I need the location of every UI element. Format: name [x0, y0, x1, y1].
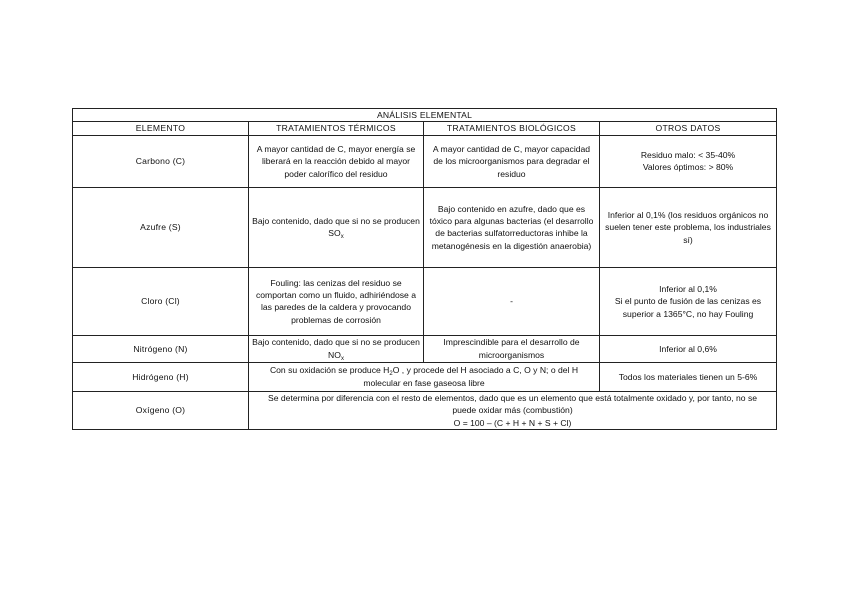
cell-hidrogeno-tratamientos: [249, 362, 600, 391]
cell-azufre-biologicos: Bajo contenido en azufre, dado que es tóxico para algunas bacterias (el desarrollo de bacterias sulfatorreductoras inhibe la metanogénesis en la digestión anaerobia): [424, 187, 600, 267]
cell-azufre-otros: Inferior al 0,1% (los residuos orgánicos no suelen tener este problema, los industriales sí): [600, 187, 777, 267]
cloro-otros-line-2: Si el punto de fusión de las cenizas es superior a 1365°C, no hay Fouling: [614, 296, 762, 319]
cell-cloro-termicos: Fouling: las cenizas del residuo se comportan como un fluido, adhiriéndose a las paredes de la caldera y provocando problemas de corrosión: [249, 267, 424, 335]
header-elemento: ELEMENTO: [73, 122, 249, 135]
element-cloro: Cloro (Cl): [73, 267, 249, 335]
table-row-azufre: [73, 187, 777, 267]
nitrogeno-termicos-text: Bajo contenido, dado que si no se producen NO: [252, 337, 420, 360]
cell-azufre-termicos: [249, 187, 424, 267]
cell-cloro-biologicos: -: [424, 267, 600, 335]
title-row: [73, 109, 777, 122]
cell-carbono-termicos: A mayor cantidad de C, mayor energía se liberará en la reacción debido al mayor poder calorífico del residuo: [249, 135, 424, 187]
element-nitrogeno: Nitrógeno (N): [73, 335, 249, 362]
table-row-nitrogeno: [73, 335, 777, 362]
element-oxigeno: Oxígeno (O): [73, 391, 249, 429]
nitrogeno-termicos-subscript: x: [340, 355, 344, 362]
element-azufre: Azufre (S): [73, 187, 249, 267]
element-hidrogeno: Hidrógeno (H): [73, 362, 249, 391]
cell-carbono-otros: [600, 135, 777, 187]
elemental-analysis-table: [72, 108, 777, 430]
azufre-termicos-text: Bajo contenido, dado que si no se producen SO: [252, 215, 420, 239]
oxigeno-formula: O = 100 – (C + H + N + S + Cl): [453, 417, 572, 428]
table-row-carbono: [73, 135, 777, 187]
cell-nitrogeno-biologicos: Imprescindible para el desarrollo de microorganismos: [424, 335, 600, 362]
header-tratamientos-biologicos: TRATAMIENTOS BIOLÓGICOS: [424, 122, 600, 135]
table-row-oxigeno: [73, 391, 777, 429]
hidrogeno-text-end: O , y procede del H asociado a C, O y N; o del H molecular en fase gaseosa libre: [363, 365, 579, 388]
table-row-cloro: [73, 267, 777, 335]
cloro-otros-line-1: Inferior al 0,1%: [659, 283, 717, 294]
table-title: ANÁLISIS ELEMENTAL: [73, 109, 777, 122]
cell-carbono-biologicos: A mayor cantidad de C, mayor capacidad de los microorganismos para degradar el residuo: [424, 135, 600, 187]
table-row-hidrogeno: [73, 362, 777, 391]
cell-cloro-otros: [600, 267, 777, 335]
hidrogeno-subscript: 2: [389, 371, 393, 378]
element-carbono: Carbono (C): [73, 135, 249, 187]
carbono-otros-line-1: Residuo malo: < 35-40%: [640, 149, 736, 160]
header-tratamientos-termicos: TRATAMIENTOS TÉRMICOS: [249, 122, 424, 135]
cell-nitrogeno-termicos: [249, 335, 424, 362]
cell-nitrogeno-otros: Inferior al 0,6%: [600, 335, 777, 362]
cell-oxigeno-description: [249, 391, 777, 429]
header-otros-datos: OTROS DATOS: [600, 122, 777, 135]
cell-hidrogeno-otros: Todos los materiales tienen un 5-6%: [600, 362, 777, 391]
carbono-otros-line-2: Valores óptimos: > 80%: [642, 162, 734, 173]
azufre-termicos-subscript: x: [340, 234, 344, 241]
hidrogeno-text-start: Con su oxidación se produce H: [269, 365, 390, 376]
oxigeno-description-text: Se determina por diferencia con el resto de elementos, dado que es un elemento que está totalmente oxidado y, por tanto, no se puede oxidar más (combustión): [267, 392, 758, 416]
header-row: [73, 122, 777, 135]
